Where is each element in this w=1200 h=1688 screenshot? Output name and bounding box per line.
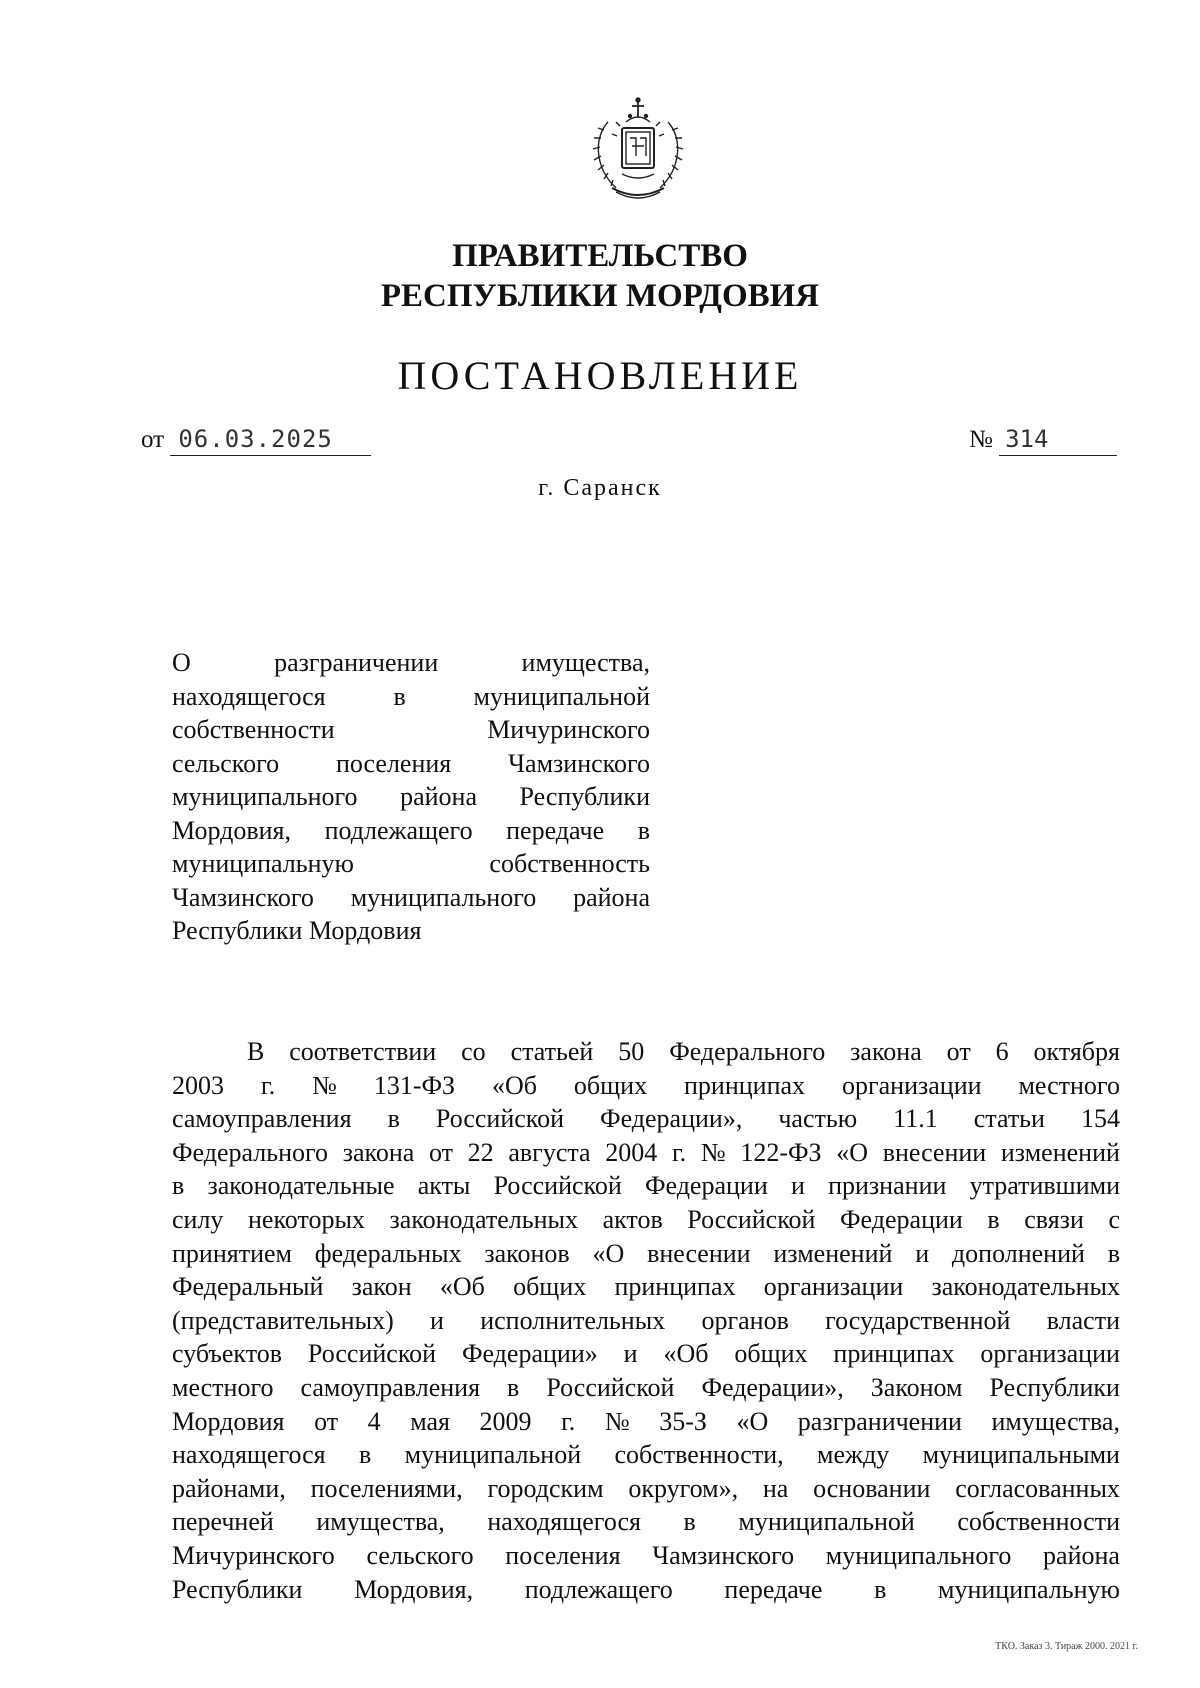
body-word: муниципальной: [404, 1440, 582, 1470]
body-word: 2004: [605, 1137, 658, 1167]
body-word: Российской: [435, 1104, 565, 1134]
body-word: от: [946, 1037, 971, 1066]
body-word: 122-ФЗ: [740, 1137, 822, 1167]
body-word: 50: [618, 1037, 645, 1066]
print-info-footer: ТКО. Заказ 3. Тираж 2000. 2021 г.: [995, 1641, 1138, 1652]
body-word: и: [430, 1305, 444, 1335]
body-word: городским: [487, 1473, 604, 1503]
body-word: местного: [1018, 1070, 1120, 1100]
body-word: Российской: [307, 1339, 437, 1369]
body-word: собственности: [957, 1507, 1120, 1537]
body-word: принятием: [172, 1238, 292, 1268]
subject-line: [172, 780, 650, 814]
subject-word: О: [172, 648, 191, 677]
subject-word: собственность: [489, 849, 650, 878]
body-word: общих: [734, 1339, 808, 1369]
body-word: субъектов: [172, 1339, 283, 1369]
body-word: 2003: [172, 1070, 224, 1100]
body-word: Федерального: [172, 1137, 329, 1167]
body-word: дополнений: [951, 1238, 1085, 1268]
body-line: [172, 1337, 1120, 1371]
body-word: некоторых: [248, 1204, 365, 1234]
body-word: Республики: [989, 1372, 1120, 1402]
subject-line: [172, 747, 650, 781]
body-word: и: [623, 1339, 638, 1369]
body-word: 11.1: [893, 1104, 938, 1134]
body-word: между: [817, 1440, 890, 1470]
body-word: и: [915, 1238, 930, 1268]
subject-word: подлежащего: [324, 815, 473, 845]
document-date: 06.03.2025: [170, 423, 371, 456]
body-word: со: [461, 1037, 486, 1066]
body-word: округом»,: [628, 1473, 739, 1503]
subject-line: [172, 646, 650, 680]
body-word: с: [1108, 1204, 1120, 1234]
body-word: сельского: [366, 1540, 474, 1570]
body-word: Республики: [172, 1574, 303, 1604]
body-word: «О: [736, 1406, 769, 1436]
body-word: основании: [813, 1473, 931, 1503]
body-word: муниципальную: [938, 1574, 1120, 1604]
body-word: находящегося: [487, 1507, 641, 1537]
body-word: общих: [513, 1272, 587, 1302]
body-word: в: [1107, 1238, 1120, 1268]
body-word: передаче: [724, 1574, 823, 1604]
body-line: [172, 1472, 1120, 1506]
body-word: исполнительных: [480, 1305, 666, 1335]
body-word: 22: [467, 1137, 494, 1167]
body-word: «Об: [439, 1272, 485, 1302]
body-word: законодательных: [931, 1272, 1120, 1302]
body-word: внесении: [647, 1238, 751, 1268]
document-number: 314: [999, 423, 1117, 456]
body-word: организации: [763, 1272, 904, 1302]
body-word: самоуправления: [172, 1104, 352, 1134]
body-word: «Об: [491, 1070, 537, 1100]
body-word: муниципального: [825, 1540, 1012, 1570]
body-word: признании: [828, 1171, 947, 1201]
body-word: Федерации: [840, 1204, 963, 1234]
subject-word: имущества,: [521, 648, 650, 677]
subject-word: Республики Мордовия: [172, 916, 422, 945]
body-word: согласованных: [955, 1473, 1120, 1503]
body-word: №: [604, 1406, 630, 1436]
subject-word: Чамзинского: [172, 882, 314, 912]
subject-line: [172, 881, 650, 915]
body-word: в: [987, 1204, 1000, 1234]
subject-word: района: [573, 882, 650, 912]
body-word: на: [762, 1473, 789, 1503]
body-word: Мордовия,: [354, 1574, 474, 1604]
body-line: [172, 1371, 1120, 1405]
body-word: в: [172, 1171, 185, 1201]
subject-word: передаче: [506, 815, 605, 845]
document-body: [172, 1035, 1120, 1606]
body-word: связи: [1024, 1204, 1084, 1234]
body-word: государственной: [825, 1305, 1011, 1335]
body-word: в: [874, 1574, 887, 1604]
body-word: собственности,: [614, 1440, 784, 1470]
body-word: законов: [484, 1238, 570, 1268]
body-word: «О: [836, 1137, 869, 1167]
body-word: статьей: [510, 1037, 594, 1066]
body-word: муниципальной: [738, 1507, 915, 1537]
body-word: имущества,: [316, 1507, 445, 1537]
document-date-row: [141, 423, 371, 456]
body-word: №: [700, 1137, 726, 1167]
body-word: Российской: [493, 1171, 622, 1201]
body-word: Федерального: [669, 1037, 826, 1066]
body-word: разграничении: [797, 1406, 962, 1436]
subject-word: находящегося: [172, 681, 326, 711]
body-line: [172, 1203, 1120, 1237]
body-word: Мичуринского: [172, 1540, 335, 1570]
body-word: 154: [1080, 1104, 1120, 1134]
body-word: изменений: [773, 1238, 893, 1268]
body-word: 2009: [479, 1406, 532, 1436]
body-word: 35-З: [659, 1406, 707, 1436]
body-word: мая: [410, 1406, 450, 1436]
body-word: г.: [260, 1070, 276, 1100]
body-line: [172, 1069, 1120, 1103]
body-word: 131-ФЗ: [373, 1070, 456, 1100]
subject-line: [172, 814, 650, 848]
body-word: утратившими: [969, 1171, 1120, 1201]
body-word: Российской: [546, 1372, 675, 1402]
body-word: Чамзинского: [652, 1540, 795, 1570]
body-word: «Об: [663, 1339, 709, 1369]
body-word: Федерации»,: [600, 1104, 743, 1134]
organization-name-line1: ПРАВИТЕЛЬСТВО: [452, 238, 748, 274]
subject-word: муниципальную: [172, 849, 354, 878]
body-line: [172, 1035, 1120, 1069]
body-word: Федерации»: [461, 1339, 598, 1369]
body-word: от: [428, 1137, 453, 1167]
body-word: частью: [778, 1104, 858, 1134]
subject-word: Мордовия,: [172, 815, 292, 845]
body-word: августа: [508, 1137, 591, 1167]
body-word: внесении: [882, 1137, 987, 1167]
body-line: [172, 1573, 1120, 1607]
document-type-title: ПОСТАНОВЛЕНИЕ: [397, 353, 803, 398]
body-word: местного: [172, 1372, 274, 1402]
subject-word: в: [393, 681, 406, 711]
date-prefix: от: [141, 426, 165, 453]
body-word: районами,: [172, 1473, 286, 1503]
body-word: В: [247, 1037, 265, 1066]
body-word: принципах: [833, 1339, 955, 1369]
body-word: закон: [351, 1272, 412, 1302]
body-word: и: [790, 1171, 805, 1201]
document-number-row: [969, 423, 1117, 456]
body-word: муниципальными: [922, 1440, 1120, 1470]
body-word: федеральных: [314, 1238, 462, 1268]
body-word: статьи: [973, 1104, 1045, 1134]
body-word: поселениями,: [310, 1473, 463, 1503]
body-word: Законом: [870, 1372, 963, 1402]
body-word: организации: [980, 1339, 1120, 1369]
body-line: [172, 1304, 1120, 1338]
subject-word: муниципального: [350, 882, 537, 912]
body-word: самоуправления: [300, 1372, 481, 1402]
subject-word: в: [637, 815, 650, 845]
subject-line: [172, 914, 650, 948]
body-word: Мордовия: [172, 1406, 285, 1436]
body-word: находящегося: [172, 1440, 326, 1470]
body-word: Федерации: [644, 1171, 768, 1201]
body-word: актов: [602, 1204, 663, 1234]
subject-line: [172, 847, 650, 881]
subject-word: Республики: [519, 782, 650, 811]
subject-word: Чамзинского: [508, 748, 650, 778]
organization-name-line2: РЕСПУБЛИКИ МОРДОВИЯ: [380, 278, 820, 314]
subject-word: поселения: [335, 748, 452, 778]
body-word: перечней: [172, 1507, 274, 1537]
body-line: [172, 1102, 1120, 1136]
body-line: [172, 1405, 1120, 1439]
coat-of-arms-emblem: [586, 92, 690, 202]
body-line: [172, 1270, 1120, 1304]
subject-word: сельского: [172, 748, 280, 778]
body-word: октября: [1033, 1037, 1120, 1066]
body-word: подлежащего: [524, 1574, 673, 1604]
body-word: органов: [701, 1305, 789, 1335]
body-word: в: [387, 1104, 400, 1134]
body-word: закона: [342, 1137, 415, 1167]
body-word: в: [507, 1372, 520, 1402]
body-word: г.: [561, 1406, 576, 1436]
body-word: «О: [592, 1238, 625, 1268]
body-word: изменений: [1000, 1137, 1120, 1167]
subject-word: собственности: [172, 715, 335, 744]
document-city: г. Саранск: [538, 475, 662, 501]
subject-line: [172, 713, 650, 747]
body-word: №: [312, 1070, 337, 1100]
body-word: в: [683, 1507, 696, 1537]
body-word: от: [314, 1406, 339, 1436]
body-line: [172, 1539, 1120, 1573]
body-word: власти: [1046, 1305, 1120, 1335]
body-word: Федеральный: [172, 1272, 324, 1302]
body-word: общих: [573, 1070, 648, 1100]
body-word: имущества,: [991, 1406, 1120, 1436]
body-word: 4: [367, 1406, 381, 1436]
body-word: Федерации»,: [701, 1372, 844, 1402]
body-word: Российской: [687, 1204, 816, 1234]
number-prefix: №: [969, 426, 993, 453]
subject-word: района: [400, 782, 478, 811]
body-word: силу: [172, 1204, 224, 1234]
subject-line: [172, 680, 650, 714]
body-word: организации: [841, 1070, 982, 1100]
body-word: 6: [995, 1037, 1009, 1066]
body-word: законодательных: [389, 1204, 579, 1234]
subject-word: муниципальной: [473, 681, 650, 711]
body-word: (представительных): [172, 1305, 394, 1335]
body-word: законодательные: [207, 1171, 395, 1201]
body-word: г.: [671, 1137, 687, 1167]
body-line: [172, 1438, 1120, 1472]
subject-word: Мичуринского: [487, 715, 650, 744]
document-subject: [172, 646, 650, 948]
subject-word: разграничении: [274, 648, 439, 677]
body-line: [172, 1136, 1120, 1170]
body-line: [172, 1237, 1120, 1271]
body-word: района: [1043, 1540, 1120, 1570]
body-word: принципах: [684, 1070, 806, 1100]
body-word: закона: [850, 1037, 922, 1066]
body-line: [172, 1169, 1120, 1203]
body-word: акты: [417, 1171, 471, 1201]
body-word: соответствии: [289, 1037, 437, 1066]
body-line: [172, 1505, 1120, 1539]
subject-word: муниципального: [172, 782, 358, 811]
body-word: поселения: [505, 1540, 621, 1570]
body-word: принципах: [614, 1272, 736, 1302]
body-word: в: [359, 1440, 372, 1470]
